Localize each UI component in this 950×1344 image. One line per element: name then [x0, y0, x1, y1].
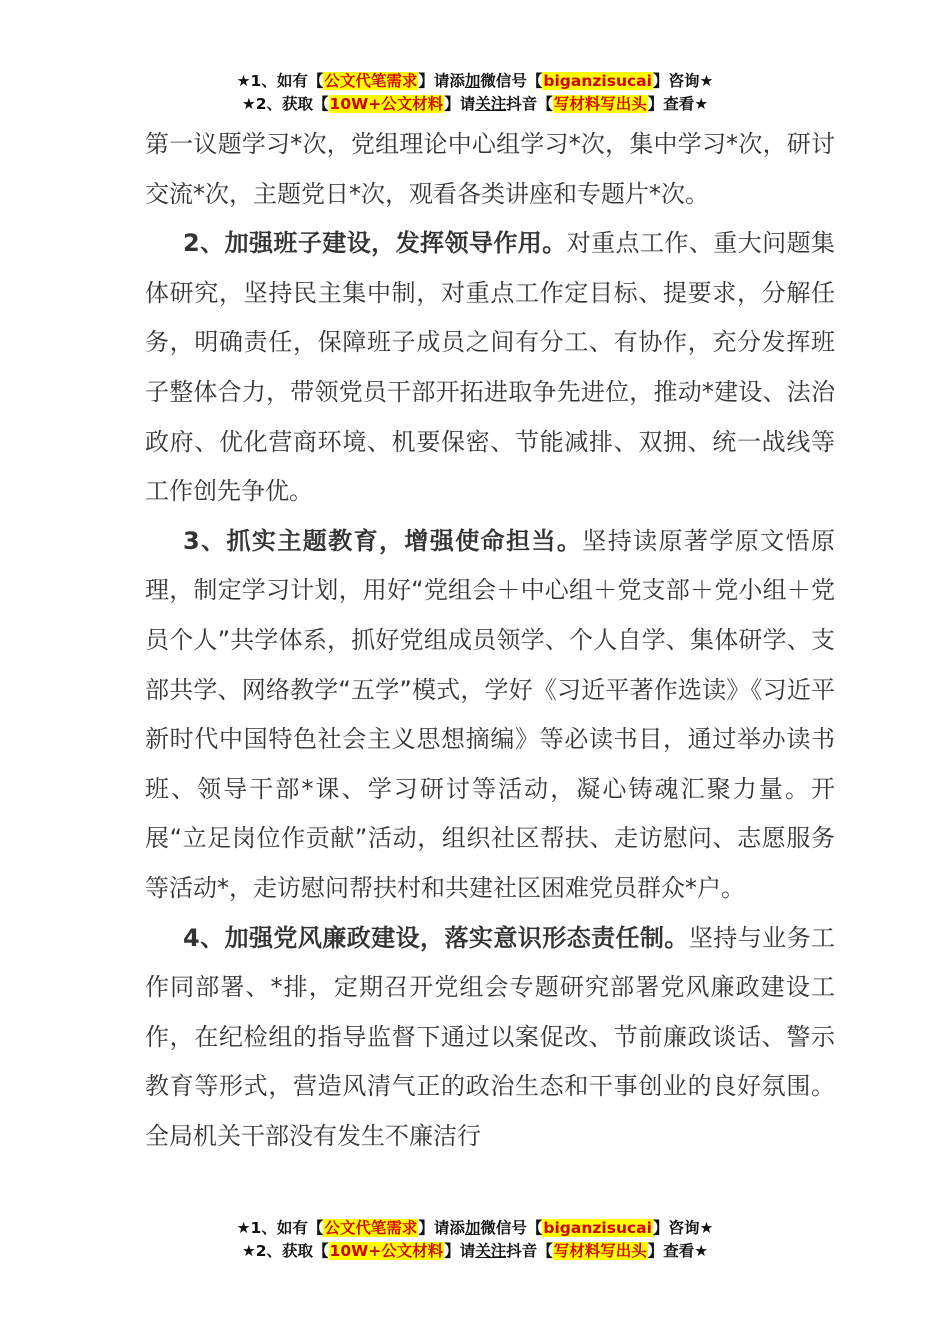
banner-line-2: ★2、获取【10W+公文材料】请关注抖音【写材料写出头】查看★: [241, 95, 709, 113]
paragraph-2: [145, 219, 835, 517]
highlight-wechat-id: biganzisucai: [543, 72, 652, 90]
banner-line-1: ★1、如有【公文代笔需求】请添加微信号【biganzisucai】咨询★: [236, 1219, 714, 1237]
highlight-materials: 10W+公文材料: [329, 1242, 444, 1260]
paragraph-4-heading: 4、加强党风廉政建设，落实意识形态责任制。: [183, 923, 689, 952]
highlight-wechat-id: biganzisucai: [543, 1219, 652, 1237]
paragraph-3-heading: 3、抓实主题教育，增强使命担当。: [183, 526, 583, 555]
highlight-service: 公文代笔需求: [324, 1219, 418, 1237]
paragraph-continuation: 第一议题学习*次，党组理论中心组学习*次，集中学习*次，研讨交流*次，主题党日*次，观看各类讲座和专题片*次。: [145, 130, 835, 208]
highlight-service: 公文代笔需求: [324, 72, 418, 90]
paragraph-3: [145, 517, 835, 914]
document-body: [145, 120, 835, 1161]
banner-line-1: ★1、如有【公文代笔需求】请添加微信号【biganzisucai】咨询★: [236, 72, 714, 90]
paragraph-3-body: 坚持读原著学原文悟原理，制定学习计划，用好“党组会＋中心组＋党支部＋党小组＋党员个人”共学体系，抓好党组成员领学、个人自学、集体研学、支部共学、网络教学“五学”模式，学好《习近平著作选读》《习近平新时代中国特色社会主义思想摘编》等必读书目，通过举办读书班、领导干部*课、学习研讨等活动，凝心铸魂汇聚力量。开展“立足岗位作贡献”活动，组织社区帮扶、走访慰问、志愿服务等活动*，走访慰问帮扶村和共建社区困难党员群众*户。: [145, 526, 836, 902]
banner-line-2: ★2、获取【10W+公文材料】请关注抖音【写材料写出头】查看★: [241, 1242, 709, 1260]
paragraph-2-heading: 2、加强班子建设，发挥领导作用。: [183, 229, 567, 258]
top-banner: [0, 70, 950, 116]
paragraph-4-body: 坚持与业务工作同部署、*排，定期召开党组会专题研究部署党风廉政建设工作，在纪检组的指导监督下通过以案促改、节前廉政谈话、警示教育等形式，营造风清气正的政治生态和干事创业的良好氛围。全局机关干部没有发生不廉洁行: [145, 923, 836, 1150]
highlight-douyin-account: 写材料写出头: [553, 95, 647, 113]
highlight-douyin-account: 写材料写出头: [553, 1242, 647, 1260]
paragraph-4: [145, 914, 835, 1162]
highlight-materials: 10W+公文材料: [329, 95, 444, 113]
paragraph-2-body: 对重点工作、重大问题集体研究，坚持民主集中制，对重点工作定目标、提要求，分解任务，明确责任，保障班子成员之间有分工、有协作，充分发挥班子整体合力，带领党员干部开拓进取争先进位，推动*建设、法治政府、优化营商环境、机要保密、节能减排、双拥、统一战线等工作创先争优。: [145, 229, 836, 506]
bottom-banner: [0, 1217, 950, 1263]
